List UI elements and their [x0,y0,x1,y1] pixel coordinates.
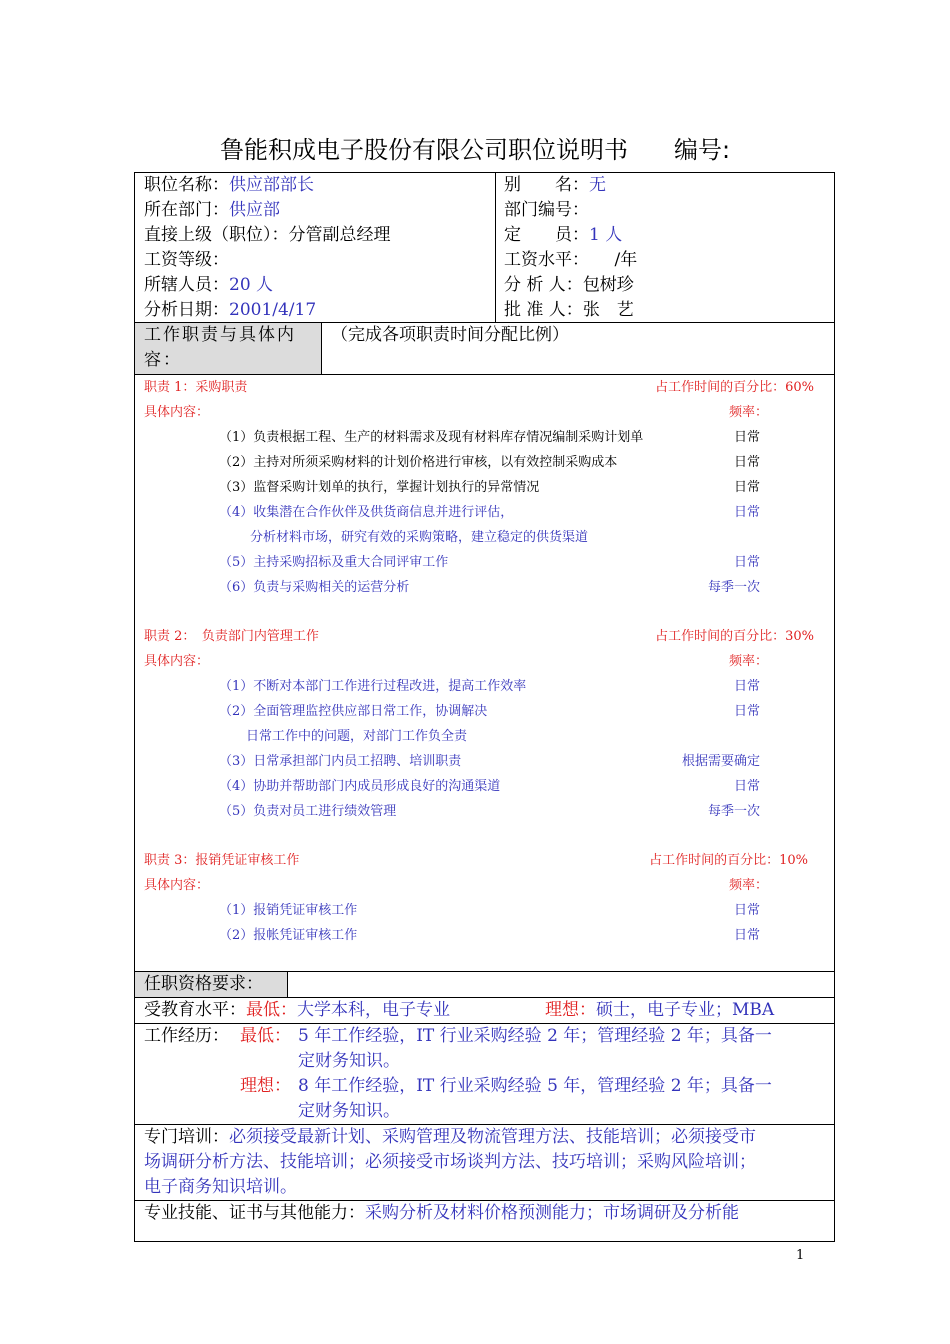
education-ideal: 理想：硕士，电子专业；MBA [545,1000,775,1020]
duty-2-item-4-freq: 日常 [733,779,760,794]
duty-3-item-2: （2）报帐凭证审核工作 [219,928,358,943]
duty-1-item-6-freq: 每季一次 [707,580,760,595]
experience-ideal-label: 理想： [240,1076,291,1096]
training-row [134,1124,835,1201]
duty-3-item-1-freq: 日常 [733,903,760,918]
qualifications-header-label: 任职资格要求： [135,972,288,997]
duty-1-item-5: （5）主持采购招标及重大合同评审工作 [219,555,449,570]
field-analyst: 分 析 人：包树珍 [504,275,634,295]
duty-1-item-2-freq: 日常 [733,455,760,470]
document-title [0,130,950,165]
duty-2-share: 占工作时间的百分比：30% [655,629,814,644]
duties-body [134,374,835,972]
duty-1-item-1: （1）负责根据工程、生产的材料需求及现有材料库存情况编制采购计划单 [219,430,644,445]
experience-ideal-line1: 8 年工作经验，IT 行业采购经验 5 年，管理经验 2 年；具备一 [298,1076,772,1096]
duties-header [134,322,835,375]
header-left-column [144,173,391,323]
duty-2-item-2-cont: 日常工作中的问题，对部门工作负全责 [246,729,468,744]
duty-2-item-1: （1）不断对本部门工作进行过程改进，提高工作效率 [219,679,527,694]
education-content: 受教育水平：最低：大学本科，电子专业 [144,1000,450,1020]
field-analysis-date: 分析日期：2001/4/17 [144,300,317,320]
field-alias: 别 名：无 [504,175,606,195]
duty-1-item-5-freq: 日常 [733,555,760,570]
experience-row [134,1023,835,1125]
duty-3-freq-label: 频率： [728,878,768,893]
title-main: 鲁能积成电子股份有限公司职位说明书 [219,136,628,164]
duties-header-label: 工作职责与具体内容： [135,323,322,374]
duty-1-item-3-freq: 日常 [733,480,760,495]
field-salary-grade: 工资等级： [144,250,229,270]
duty-1-item-6: （6）负责与采购相关的运营分析 [219,580,410,595]
field-department-code: 部门编号： [504,200,589,220]
duty-1-item-4-freq: 日常 [733,505,760,520]
column-divider [495,173,496,322]
duties-header-note: （完成各项职责时间分配比例） [331,325,569,345]
title-number-label: 编号: [673,136,731,164]
training-line-1: 专门培训：必须接受最新计划、采购管理及物流管理方法、技能培训；必须接受市 [144,1127,756,1147]
duty-2-item-5: （5）负责对员工进行绩效管理 [219,804,397,819]
duty-1-share: 占工作时间的百分比：60% [655,380,814,395]
field-approver: 批 准 人：张 艺 [504,300,634,320]
duty-1-freq-label: 频率： [728,405,768,420]
duty-1-item-4-cont: 分析材料市场，研究有效的采购策略，建立稳定的供货渠道 [250,530,589,545]
duty-2-title: 职责 2： 负责部门内管理工作 [144,629,319,644]
experience-ideal-line2: 定财务知识。 [298,1101,400,1121]
field-position-name: 职位名称：供应部部长 [144,175,314,195]
field-salary-level: 工资水平： /年 [504,250,638,270]
duty-2-item-5-freq: 每季一次 [707,804,760,819]
experience-label: 工作经历： [144,1026,229,1046]
duty-3-content-label: 具体内容： [144,878,210,893]
duty-1-item-1-freq: 日常 [733,430,760,445]
duty-2-content-label: 具体内容： [144,654,210,669]
duty-2-item-3: （3）日常承担部门内员工招聘、培训职责 [219,754,462,769]
duty-3-item-2-freq: 日常 [733,928,760,943]
training-line-2: 场调研分析方法、技能培训；必须接受市场谈判方法、技巧培训；采购风险培训； [144,1152,756,1172]
duty-2-item-2-freq: 日常 [733,704,760,719]
skills-row [134,1200,835,1242]
duty-2-item-1-freq: 日常 [733,679,760,694]
duty-1-item-2: （2）主持对所须采购材料的计划价格进行审核，以有效控制采购成本 [219,455,618,470]
experience-min-line1: 5 年工作经验，IT 行业采购经验 2 年；管理经验 2 年；具备一 [298,1026,772,1046]
duty-2-item-4: （4）协助并帮助部门内成员形成良好的沟通渠道 [219,779,501,794]
experience-min-line2: 定财务知识。 [298,1051,400,1071]
duty-1-item-3: （3）监督采购计划单的执行，掌握计划执行的异常情况 [219,480,540,495]
header-right-column [504,173,637,323]
training-line-3: 电子商务知识培训。 [144,1177,297,1197]
duty-3-item-1: （1）报销凭证审核工作 [219,903,358,918]
field-staff-count: 所辖人员：20 人 [144,275,274,295]
duty-1-content-label: 具体内容： [144,405,210,420]
duty-2-item-3-freq: 根据需要确定 [681,754,760,769]
duty-3-title: 职责 3：报销凭证审核工作 [144,853,300,868]
duty-1-title: 职责 1：采购职责 [144,380,248,395]
duty-2-item-2: （2）全面管理监控供应部日常工作，协调解决 [219,704,488,719]
field-superior: 直接上级（职位）：分管副总经理 [144,225,391,245]
duty-3-share: 占工作时间的百分比：10% [649,853,808,868]
duty-2-freq-label: 频率： [728,654,768,669]
education-row [134,997,835,1024]
qualifications-header [134,971,835,998]
field-department: 所在部门：供应部 [144,200,280,220]
header-info-table [134,172,835,323]
skills-content: 专业技能、证书与其他能力：采购分析及材料价格预测能力；市场调研及分析能 [144,1203,739,1223]
experience-min-label: 最低： [240,1026,291,1046]
field-headcount: 定 员：1 人 [504,225,623,245]
duty-1-item-4: （4）收集潜在合作伙伴及供货商信息并进行评估， [219,505,514,520]
page-number: 1 [796,1248,805,1263]
